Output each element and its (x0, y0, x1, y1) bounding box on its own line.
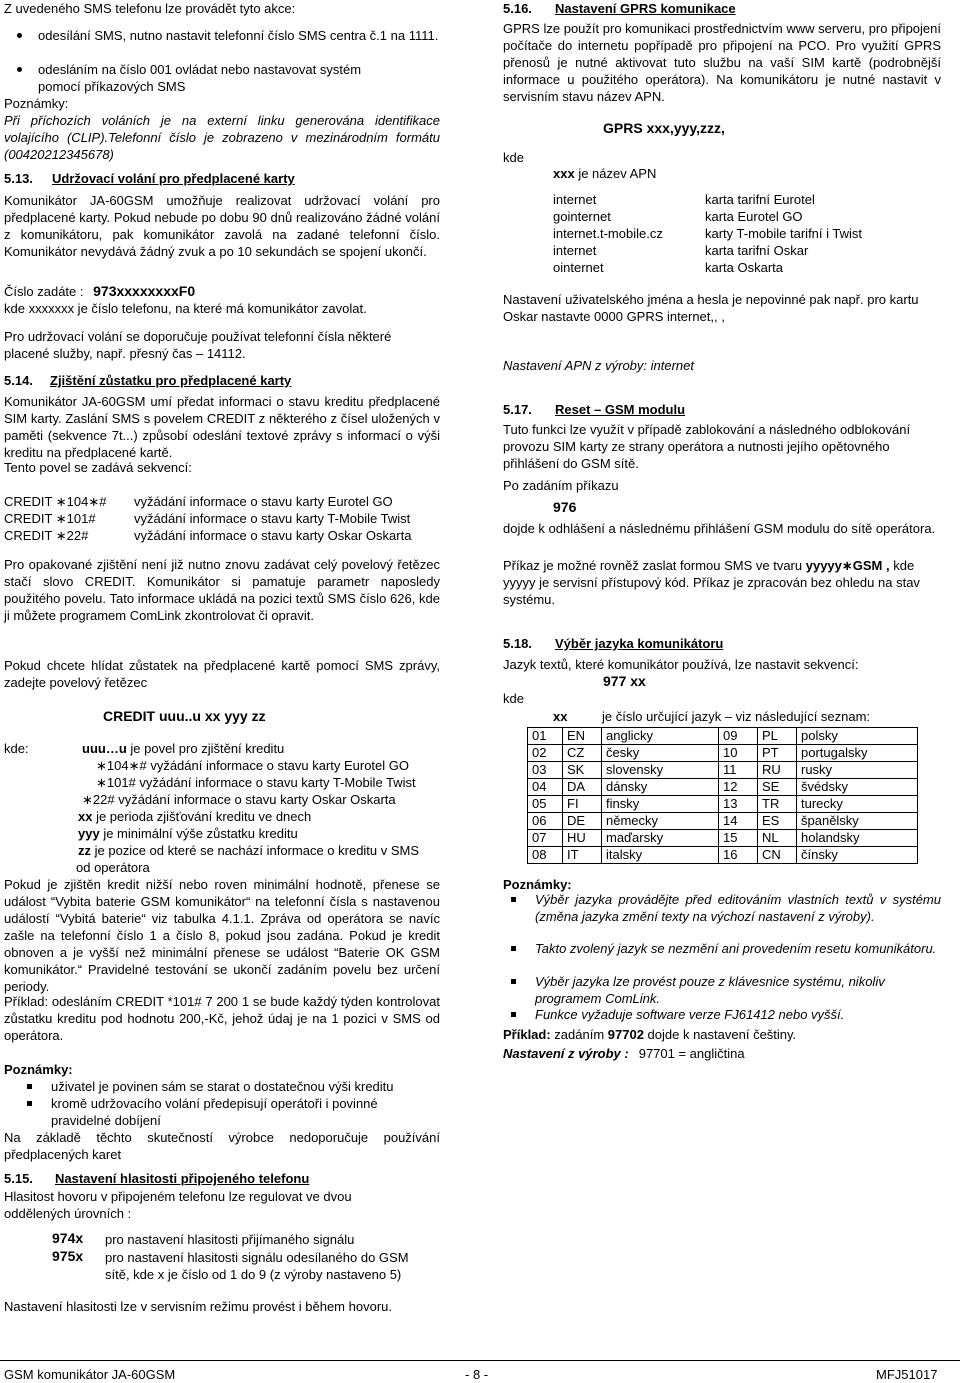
section-heading-5-17: 5.17. Reset – GSM modulu (503, 402, 686, 417)
paragraph: Jazyk textů, které komunikátor používá, lze nastavit sekvencí: (503, 657, 859, 672)
language-cell: EN (563, 728, 602, 745)
paragraph: Nastavení uživatelského jména a hesla je nepovinné pak např. pro kartu Oskar nastavte 0000 GPRS internet,, , (503, 292, 919, 324)
note-item: kromě udržovacího volání předepisují operátoři i povinné pravidelné dobíjení (51, 1095, 440, 1129)
language-cell: 15 (719, 830, 758, 847)
kde-item: ∗101# vyžádání informace o stavu karty T-Mobile Twist (96, 775, 416, 790)
apn-name: internet.t-mobile.cz (553, 226, 663, 241)
kde-item: uuu…u je povel pro zjištění kreditu (82, 741, 285, 756)
language-cell: polsky (797, 728, 918, 745)
language-row (528, 762, 918, 779)
section-heading-5-18: 5.18. Výběr jazyka komunikátoru (503, 636, 724, 651)
paragraph: dojde k odhlášení a následnému přihlášení GSM modulu do sítě operátora. (503, 521, 936, 536)
paragraph: Pro udržovací volání se doporučuje používat telefonní čísla některé placené služby, např. přesný čas – 14112. (4, 329, 392, 361)
language-cell: 14 (719, 813, 758, 830)
page-number: - 8 - (465, 1367, 489, 1382)
paragraph: Příklad: odesláním CREDIT *101# 7 200 1 se bude každý týden kontrolovat zůstatku kreditu pod hodnotu 200,-Kč, jehož údaj je na 1 pozici v SMS od operátora. (4, 994, 440, 1043)
xx-label: xx (553, 709, 568, 724)
language-cell: 10 (719, 745, 758, 762)
language-row (528, 796, 918, 813)
kde-item: ∗104∗# vyžádání informace o stavu karty Eurotel GO (96, 758, 409, 773)
language-cell: česky (602, 745, 719, 762)
language-cell: CN (758, 847, 797, 864)
factory-language: Nastavení z výroby : 97701 = angličtina (503, 1046, 745, 1061)
apn-desc: karta Eurotel GO (705, 209, 803, 224)
language-row (528, 779, 918, 796)
language-cell: švédsky (797, 779, 918, 796)
language-cell: 07 (528, 830, 563, 847)
apn-name: internet (553, 192, 597, 207)
intro-text: Z uvedeného SMS telefonu lze provádět tyto akce: (4, 1, 296, 16)
note-item: Funkce vyžaduje software verze FJ61412 nebo vyšší. (535, 1006, 941, 1023)
language-table (527, 727, 918, 864)
language-row (528, 745, 918, 762)
paragraph: Příkaz je možné rovněž zaslat formou SMS ve tvaru yyyyy∗GSM , kde yyyyy je servisní přístupový kód. Příkaz je zpracován bez ohledu na stav systému. (503, 558, 920, 607)
language-cell: 01 (528, 728, 563, 745)
kde-item: yyy je minimální výše zůstatku kreditu (78, 826, 298, 841)
language-cell: rusky (797, 762, 918, 779)
paragraph: Tento povel se zadává sekvencí: (4, 460, 192, 475)
bullet-item: odesláním na číslo 001 ovládat nebo nastavovat systém pomocí příkazových SMS (38, 61, 378, 95)
apn-desc: karta tarifní Eurotel (705, 192, 815, 207)
apn-name: gointernet (553, 209, 611, 224)
language-cell: CZ (563, 745, 602, 762)
volume-desc: pro nastavení hlasitosti signálu odesílaného do GSM (105, 1250, 409, 1265)
language-cell: italsky (602, 847, 719, 864)
apn-desc: karta Oskarta (705, 260, 784, 275)
bullet-item: odesílání SMS, nutno nastavit telefonní číslo SMS centra č.1 na 1111. (38, 28, 439, 43)
notes-label: Poznámky: (4, 96, 69, 111)
language-cell: holandsky (797, 830, 918, 847)
kde-item: ∗22# vyžádání informace o stavu karty Oskar Oskarta (82, 792, 396, 807)
kde-item: zz je pozice od které se nachází informace o kreditu v SMS (78, 843, 420, 858)
volume-desc-cont: sítě, kde x je číslo od 1 do 9 (z výroby nastaveno 5) (105, 1267, 402, 1282)
language-cell: FI (563, 796, 602, 813)
apn-name: internet (553, 243, 597, 258)
paragraph: Na základě těchto skutečností výrobce nedoporučuje používání předplacených karet (4, 1130, 440, 1162)
apn-desc: karta tarifní Oskar (705, 243, 809, 258)
credit-desc: vyžádání informace o stavu karty Eurotel GO (134, 494, 393, 509)
language-cell: 08 (528, 847, 563, 864)
language-cell: dánsky (602, 779, 719, 796)
notes-label: Poznámky: (4, 1062, 73, 1077)
language-cell: 03 (528, 762, 563, 779)
kde-label: kde (503, 691, 524, 706)
volume-desc: pro nastavení hlasitosti přijímaného signálu (105, 1232, 355, 1247)
credit-command-string: CREDIT uuu..u xx yyy zz (103, 708, 266, 724)
note-item: Výběr jazyka lze provést pouze z klávesnice systému, nikoliv programem ComLink. (535, 973, 941, 1007)
paragraph: Pro opakované zjištění není již nutno znovu zadávat celý povelový řetězec stačí slovo CREDIT. Komunikátor si pamatuje parametr naposledy použitého povelu. Tato informace ukládá na pozici textů SMS číslo 626, kde ji můžete programem ComLink zkontrolovat či opravit. (4, 557, 440, 623)
language-cell: maďarsky (602, 830, 719, 847)
apn-label: xxx je název APN (553, 166, 657, 181)
language-cell: německy (602, 813, 719, 830)
volume-code: 974x (52, 1230, 84, 1246)
kde-item-cont: od operátora (76, 860, 150, 875)
factory-apn: Nastavení APN z výroby: internet (503, 358, 694, 373)
clip-note: Při příchozích voláních je na externí linku generována identifikace volajícího (CLIP).Telefonní číslo je zobrazeno v mezinárodním formátu (00420212345678) (4, 113, 440, 162)
language-cell: 16 (719, 847, 758, 864)
language-cell: DE (563, 813, 602, 830)
language-cell: DA (563, 779, 602, 796)
gprs-command: GPRS xxx,yyy,zzz, (603, 120, 725, 136)
language-cell: NL (758, 830, 797, 847)
volume-code: 975x (52, 1248, 84, 1264)
kde-item: xx je perioda zjišťování kreditu ve dnech (78, 809, 312, 824)
credit-desc: vyžádání informace o stavu karty Oskar Oskarta (134, 528, 412, 543)
language-cell: ES (758, 813, 797, 830)
note-item: Výběr jazyka provádějte před editováním vlastních textů v systému (změna jazyka změní texty na výchozí nastavení z výroby). (535, 892, 941, 924)
paragraph: GPRS lze použít pro komunikaci prostřednictvím www serveru, pro připojení počítače do internetu popřípadě pro připojení na PCO. Pro využití GPRS přenosů je nutné aktivovat tuto službu na vaší SIM kartě (podrobnější informace u použitého operátora). Na komunikátoru je nutné nastavit v servisním stavu název APN. (503, 21, 941, 104)
xx-desc: je číslo určující jazyk – viz následující seznam: (602, 709, 871, 724)
note-item: Takto zvolený jazyk se nezmění ani provedením resetu komunikátoru. (535, 940, 941, 957)
language-cell: PL (758, 728, 797, 745)
language-cell: 12 (719, 779, 758, 796)
language-cell: 09 (719, 728, 758, 745)
note-item: uživatel je povinen sám se starat o dostatečnou výši kreditu (51, 1078, 440, 1095)
document-code: MFJ51017 (876, 1367, 938, 1382)
language-cell: 02 (528, 745, 563, 762)
notes-label: Poznámky: (503, 877, 572, 892)
paragraph: Hlasitost hovoru v připojeném telefonu lze regulovat ve dvou oddělených úrovních : (4, 1189, 352, 1221)
language-cell: TR (758, 796, 797, 813)
apn-desc: karty T-mobile tarifní i Twist (705, 226, 863, 241)
language-row (528, 847, 918, 864)
paragraph: Nastavení hlasitosti lze v servisním režimu provést i během hovoru. (4, 1299, 392, 1314)
example-line: Příklad: zadáním 97702 dojde k nastavení češtiny. (503, 1027, 797, 1042)
reset-code: 976 (553, 499, 577, 515)
language-cell: turecky (797, 796, 918, 813)
section-heading-5-15: 5.15. Nastavení hlasitosti připojeného telefonu (4, 1171, 310, 1186)
language-cell: PT (758, 745, 797, 762)
language-row (528, 830, 918, 847)
section-heading-5-13: 5.13. Udržovací volání pro předplacené karty (4, 171, 295, 186)
language-cell: HU (563, 830, 602, 847)
language-cell: 05 (528, 796, 563, 813)
language-row (528, 728, 918, 745)
language-cell: španělsky (797, 813, 918, 830)
language-cell: 06 (528, 813, 563, 830)
section-heading-5-14: 5.14. Zjištění zůstatku pro předplacené karty (4, 373, 292, 388)
language-row (528, 813, 918, 830)
language-cell: slovensky (602, 762, 719, 779)
apn-name: ointernet (553, 260, 604, 275)
code-line: Číslo zadáte : 973xxxxxxxxF0 (4, 283, 196, 299)
credit-desc: vyžádání informace o stavu karty T-Mobile Twist (134, 511, 411, 526)
language-cell: RU (758, 762, 797, 779)
language-cell: SK (563, 762, 602, 779)
language-code: 977 xx (603, 673, 646, 689)
credit-cmd: CREDIT ∗101# (4, 511, 96, 526)
kde-label: kde (503, 150, 524, 165)
language-cell: anglicky (602, 728, 719, 745)
paragraph: Po zadáním příkazu (503, 478, 619, 493)
language-cell: SE (758, 779, 797, 796)
footer-divider (0, 1360, 960, 1361)
code-description: kde xxxxxxx je číslo telefonu, na které má komunikátor zavolat. (4, 301, 367, 316)
credit-cmd: CREDIT ∗22# (4, 528, 89, 543)
paragraph: Komunikátor JA-60GSM umožňuje realizovat udržovací volání pro předplacené karty. Pokud nebude po dobu 90 dnů realizováno žádné volání z komunikátoru, pak komunikátor zavolá na zadané telefonní číslo. Komunikátor nevydává žádný zvuk a po 10 sekundách se spojení ukončí. (4, 193, 440, 259)
language-cell: 04 (528, 779, 563, 796)
paragraph: Tuto funkci lze využít v případě zablokování a následného odblokování provozu SIM karty ze strany operátora a nutnosti jejího opětovného přihlášení do GSM sítě. (503, 422, 911, 471)
section-heading-5-16: 5.16. Nastavení GPRS komunikace (503, 1, 736, 16)
language-cell: čínsky (797, 847, 918, 864)
footer-title: GSM komunikátor JA-60GSM (4, 1367, 176, 1382)
paragraph: Komunikátor JA-60GSM umí předat informaci o stavu kreditu předplacené SIM karty. Zaslání SMS s povelem CREDIT z některého z čísel uložených v paměti (sekvence 7t...) způsobí odeslání textové zprávy s informací o výši kreditu na předplacené kartě. (4, 394, 440, 460)
language-cell: finsky (602, 796, 719, 813)
paragraph: Pokud je zjištěn kredit nižší nebo roven minimální hodnotě, přenese se událost “Vybita baterie GSM komunikátor“ na telefonní čísla s nastavenou událostí “Vybitá baterie“ viz tabulka 4.1.1. Zpráva od operátora se navíc zašle na telefonní číslo 1 a číslo 8, pokud jsou zadána. Pokud je kredit obnoven a je vyšší než minimální přenese se událost “Baterie OK GSM komunikátor.“ Pravidelné testování se ukončí zadáním povelu bez určení periody. (4, 877, 440, 994)
language-cell: portugalsky (797, 745, 918, 762)
kde-label: kde: (4, 741, 29, 756)
language-cell: IT (563, 847, 602, 864)
credit-cmd: CREDIT ∗104∗# (4, 494, 107, 509)
language-cell: 11 (719, 762, 758, 779)
language-cell: 13 (719, 796, 758, 813)
paragraph: Pokud chcete hlídat zůstatek na předplacené kartě pomocí SMS zprávy, zadejte povelový řetězec (4, 658, 440, 690)
